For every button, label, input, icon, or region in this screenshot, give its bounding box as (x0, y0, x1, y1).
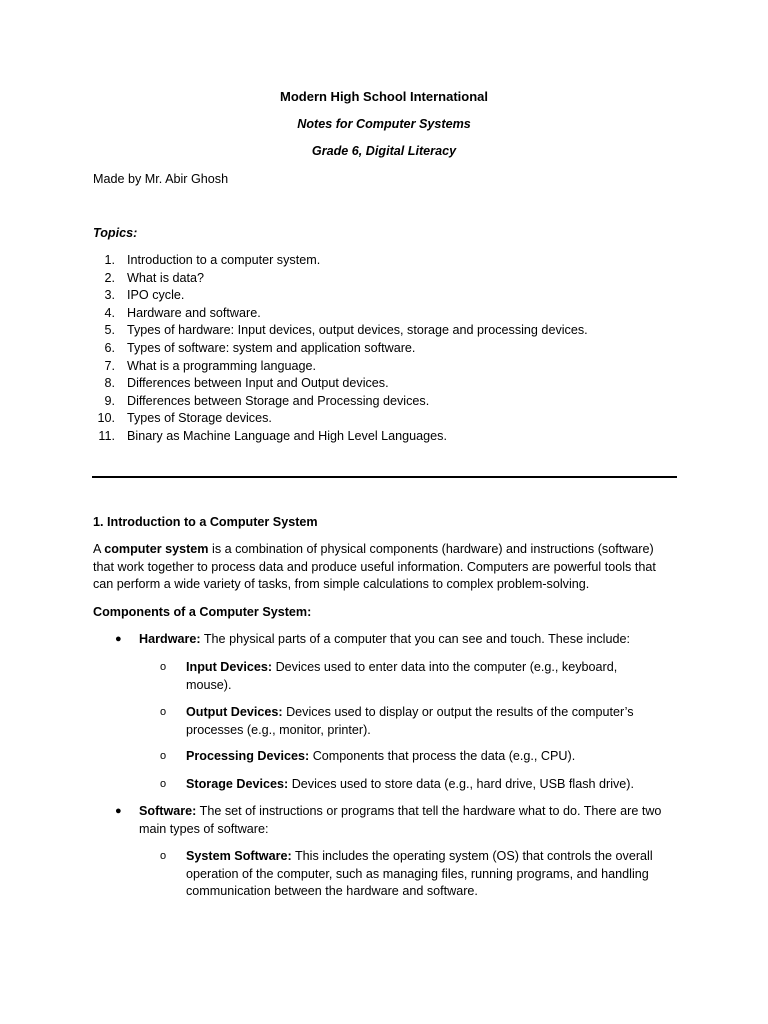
input-devices-item: o Input Devices: Devices used to enter data into the computer (e.g., keyboard, mouse). (160, 659, 660, 694)
list-item: 3. IPO cycle. (104, 288, 185, 303)
horizontal-divider (92, 476, 677, 478)
topics-list (93, 252, 673, 446)
circle-bullet-icon: o (160, 661, 167, 673)
list-item: 9. Differences between Storage and Processing devices. (104, 393, 430, 408)
processing-devices-item: o Processing Devices: Components that process the data (e.g., CPU). (160, 748, 660, 766)
list-item: 4. Hardware and software. (104, 305, 261, 320)
document-subtitle: Notes for Computer Systems (297, 117, 471, 131)
circle-bullet-icon: o (160, 850, 167, 862)
list-item: 8. Differences between Input and Output devices. (104, 376, 389, 391)
list-item: 7. What is a programming language. (104, 358, 317, 373)
circle-bullet-icon: o (160, 778, 167, 790)
grade-line: Grade 6, Digital Literacy (311, 144, 457, 158)
school-name: Modern High School International (280, 89, 488, 104)
author-line: Made by Mr. Abir Ghosh (93, 172, 229, 186)
list-item: 10. Types of Storage devices. (97, 411, 272, 426)
intro-paragraph: A computer system is a combination of physical components (hardware) and instructions (software) that work together to process data and produce useful information. Computers are powerful tools that can perform a wide variety of tasks, from simple calculations to complex problem-solving. (93, 542, 656, 592)
topics-heading: Topics: (93, 226, 138, 240)
circle-bullet-icon: o (160, 750, 167, 762)
circle-bullet-icon: o (160, 706, 167, 718)
storage-devices-item: o Storage Devices: Devices used to store data (e.g., hard drive, USB flash drive). (160, 776, 660, 794)
components-heading: Components of a Computer System: (93, 605, 312, 619)
list-item: 6. Types of software: system and application software. (104, 340, 416, 355)
software-bullet: ● Software: The set of instructions or programs that tell the hardware what to do. There are two main types of software: (115, 803, 675, 838)
list-item: 1. Introduction to a computer system. (104, 253, 321, 267)
bullet-icon: ● (115, 633, 122, 645)
hardware-bullet: ● Hardware: The physical parts of a computer that you can see and touch. These include: (115, 631, 675, 649)
list-item: 2. What is data? (104, 270, 205, 285)
list-item: 11. Binary as Machine Language and High Level Languages. (98, 428, 447, 443)
system-software-item: o System Software: This includes the operating system (OS) that controls the overall operation of the computer, such as managing files, running programs, and handling communication between the hardware and software. (160, 848, 660, 901)
output-devices-item: o Output Devices: Devices used to display or output the results of the computer’s processes (e.g., monitor, printer). (160, 704, 660, 739)
list-item: 5. Types of hardware: Input devices, output devices, storage and processing devices. (104, 323, 588, 338)
section-title: 1. Introduction to a Computer System (93, 515, 318, 529)
bullet-icon: ● (115, 805, 122, 817)
